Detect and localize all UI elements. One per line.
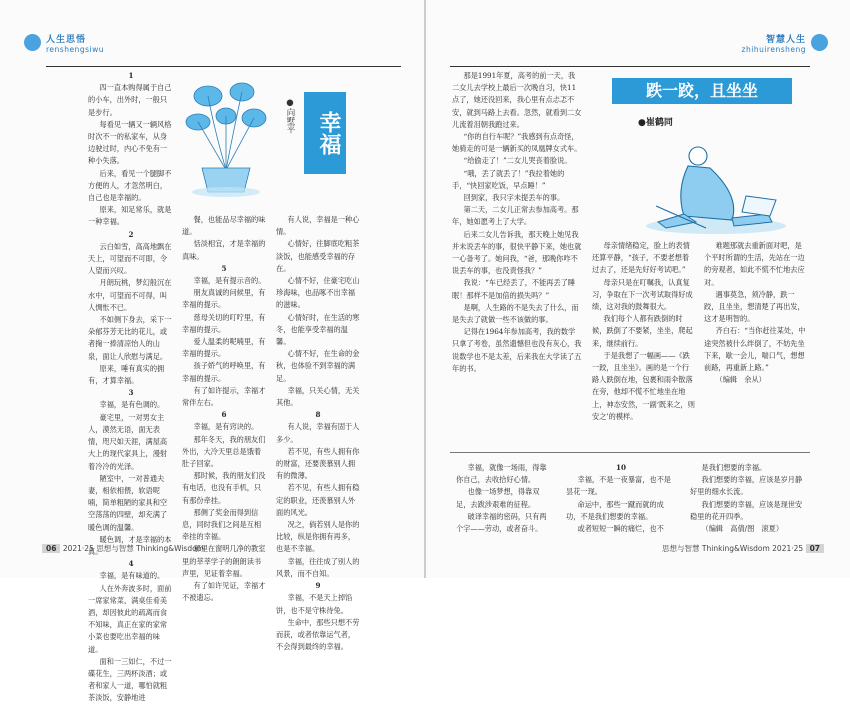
paragraph: “给偷走了！”二女儿哭丧着脸说。 xyxy=(463,156,572,166)
paragraph: 我们每个人都有跌倒的时候，跌倒了不要紧，坐坐，爬起来，继续前行。 xyxy=(592,314,693,348)
paragraph: 我们想要的幸福，应该是现世安稳里的花开四季。 xyxy=(690,499,803,521)
right-page-number: 07 xyxy=(806,544,824,553)
paragraph: 母亲只是在叮嘱我，认真复习，争取在下一次考试取得好成绩，这对我的鼓舞很大。 xyxy=(592,277,693,312)
continued-column-2 xyxy=(566,462,676,535)
section-number: 2 xyxy=(128,229,134,239)
paragraph: 幸福，不是一夜暴富，也不是昙花一现。 xyxy=(566,475,671,497)
paragraph: 不如侧下身去，采下一朵郁芬芳无比的花儿，或者掬一捧清凉怡人的山泉，面让人欣慰与满足。 xyxy=(88,315,172,361)
paragraph: 人在外奔波多时，面前一席家常菜，满桌佳肴美酒，却因彼此的疏离而食不知味，真正在家的家常小菜也要吃出幸福的味道。 xyxy=(88,583,172,654)
paragraph: 况之，倘若别人是你的比较，纵是你拥有再多，也是不幸福。 xyxy=(276,520,360,554)
paragraph: 幸福，是有色调的。 xyxy=(99,400,165,410)
paragraph: 那里在窗明几净的教室里的莘莘学子的朗朗读书声里，见证着幸福。 xyxy=(182,544,266,578)
paragraph: 命运中，那些一蹴而就的成功，不是我们想要的幸福。 xyxy=(566,499,664,521)
right-magazine-name: 思想与智慧 Thinking&Wisdom xyxy=(662,544,770,553)
paragraph: 孩子娇气的呼唤里，有幸福的提示。 xyxy=(182,361,266,383)
section-number: 8 xyxy=(315,410,321,420)
section-number: 3 xyxy=(128,388,134,398)
paragraph: 心情好时，在生活的寒冬，也能享受幸福的温馨。 xyxy=(276,312,360,347)
paragraph: 原来，唾有真实的拥有，才算幸福。 xyxy=(88,363,165,386)
paragraph: 有人说，幸福有固于人多少。 xyxy=(276,422,360,444)
paragraph: 我说：“车已经丢了，不能再丢了睡眠！那样不是加倍的损失吗？” xyxy=(452,278,576,300)
paragraph: 云白如雪，高高地飘在天上，可望而不可即，令人望而兴叹。 xyxy=(88,241,172,276)
right-footer xyxy=(662,543,824,557)
paragraph: 那年冬天，我的朋友们外出，大冷天里总是饿着肚子回家。 xyxy=(182,434,266,469)
paragraph: 难题那就去重新面对吧，是个平时所谓的生活，先站在一边的旁观者，如此不慌不忙地去应对。 xyxy=(704,241,805,287)
paragraph: 记得在1964年参加高考，我的数学只拿了考卷，虽然遗憾但也没有灰心，我说数学也不是太差，后来我在大学读了五年的书。 xyxy=(452,327,582,373)
paragraph: 心情好，往脚底吃粗茶淡饭，也能感受幸福的存在。 xyxy=(276,239,360,273)
paragraph: 有了如许提示，幸福才常伴左右。 xyxy=(182,385,266,408)
story-author: ●崔鹤同 xyxy=(638,118,673,128)
paragraph: 幸福，是有味道的。 xyxy=(99,571,165,581)
paragraph: 幸福，是有提示音的。 xyxy=(193,276,266,286)
paragraph: 幸福，只关心情，无关其他。 xyxy=(276,385,360,408)
paragraph: 第二天，二女儿正常去参加高考。那年，她如愿考上了大学。 xyxy=(452,205,579,227)
story-column-2 xyxy=(592,240,696,423)
paragraph: 暖色调，才是幸福的本真。 xyxy=(88,534,172,556)
paragraph: 幸福，就像一场雨，得靠你自己，去收拾好心情。 xyxy=(456,463,547,485)
paragraph: 月朗玩桃，梦幻般沉在水中，可望而不可得，叫人惆怅不已。 xyxy=(88,278,172,312)
paragraph: “哦，丢了就丢了！”我拉着她的手，“快回家吃饭，早点睡！” xyxy=(452,168,565,190)
paragraph: 四一直本购得属于自己的小车，出外时，一般只是步行。 xyxy=(88,83,172,117)
story-title: 跌一跤，且坐坐 xyxy=(612,78,792,104)
left-issue: 2021·25 xyxy=(62,544,94,553)
paragraph: 也像一场梦想，得靠双足，去跋涉艰难的征程。 xyxy=(456,487,540,509)
right-header-title: 智慧人生 xyxy=(765,35,806,45)
section-number: 6 xyxy=(221,410,227,420)
header-rule xyxy=(46,66,401,67)
paragraph: 餐，也能品尽幸福的味道。 xyxy=(182,215,266,237)
article-author: ●向墅平 xyxy=(285,98,295,134)
right-header-pinyin: zhihuirensheng xyxy=(741,45,806,54)
right-header xyxy=(742,32,806,54)
paragraph: 若不见，有些人拥有你的财富，还要羡慕别人拥有的微薄。 xyxy=(276,446,360,481)
right-issue: 2021·25 xyxy=(772,544,804,553)
paragraph: 朋友真诚的问候里，有幸福的提示。 xyxy=(182,288,266,310)
paragraph: 破译幸福的密码，只有两个字——劳动，或者奋斗。 xyxy=(456,511,547,534)
paragraph: 那侧了奖金而得到信息，同时我们之间是互相牵挂的幸福。 xyxy=(182,507,262,542)
paragraph: 有了如许见证，幸福才不被遗忘。 xyxy=(182,581,266,603)
potted-plant-illustration xyxy=(184,78,274,198)
section-logo-icon xyxy=(811,34,828,51)
section-number: 10 xyxy=(615,463,626,472)
right-page xyxy=(426,0,850,578)
left-header-title: 人生思悟 xyxy=(46,35,87,45)
left-page-number: 06 xyxy=(42,544,60,553)
section-number: 1 xyxy=(128,71,134,80)
paragraph: 爱人温柔的呢喃里，有幸福的提示。 xyxy=(182,337,266,359)
paragraph: 陋室中，一对普通夫妻，相依相偎，软语呢喃，简单粗陋的家具和空空荡荡的四壁，却充满了暖色调的温馨。 xyxy=(88,473,168,532)
paragraph: 有人说，幸福是一种心情。 xyxy=(276,215,360,237)
section-number: 5 xyxy=(221,263,227,273)
paragraph: 每看见一辆又一辆风格时次不一的私家车，从身边驶过时，内心不免有一种小失落。 xyxy=(88,119,172,166)
continued-column-3 xyxy=(690,462,808,535)
paragraph: 若不见，有些人拥有稳定的职业，还羡慕别人外面的风光。 xyxy=(276,483,360,517)
sitting-man-illustration xyxy=(636,136,786,236)
paragraph: 面和一三如仁，不过一碟花生，三两杯淡酒；或者和家人一道，哪怕就粗茶淡饭，安静地进 xyxy=(88,656,172,703)
paragraph: 我们想要的幸福，应该是岁月静好里的细水长流。 xyxy=(690,475,803,497)
header-rule xyxy=(450,66,810,67)
paragraph: 母亲情绪稳定，脸上的表情还算平静，“孩子，不要老想着过去了，还是先好好考试吧。” xyxy=(592,241,690,275)
left-magazine-name: 思想与智慧 Thinking&Wisdom xyxy=(96,544,204,553)
paragraph: 那是1991年夏，高考的前一天，我二女儿去学校上最后一次晚自习，快11点了，她还没回来，我心里有点忐忑不安，就到马路上去看。忽然，就看到二女儿流着泪朝我跑过来。 xyxy=(452,71,582,129)
paragraph: 原来，知足常乐，就是一种幸福。 xyxy=(88,205,172,227)
paragraph: 恬淡相宜，才是幸福的真味。 xyxy=(182,239,266,261)
left-header xyxy=(46,32,104,54)
story-column-3 xyxy=(704,240,808,386)
article-column-1 xyxy=(88,70,174,705)
paragraph: 豪宅里，一对男女主人，漠然无语，面无表情，咫尺如天涯，满屋高大上的现代家具上，漫射着冷冷的光泽。 xyxy=(88,412,168,471)
paragraph: 慈母关切的叮咛里，有幸福的提示。 xyxy=(182,312,266,334)
paragraph: 幸福，往往成了别人的风景，而不自知。 xyxy=(276,556,360,578)
left-page xyxy=(0,0,424,703)
article-title: 幸福 xyxy=(304,92,346,174)
paragraph: （编辑 高倩/图 滚夏） xyxy=(701,524,784,534)
paragraph: “你的自行车呢？”我感到有点奇怪，她骑走的可是一辆新买的凤凰牌女式车。 xyxy=(452,132,582,154)
paragraph: 遇事莫急，须冷静，跌一跤，且坐坐，想清楚了再出发，这才是明智的。 xyxy=(704,289,805,324)
section-number: 9 xyxy=(315,581,321,591)
section-logo-icon xyxy=(24,34,41,51)
paragraph: 回到家，我只字未提丢车的事。 xyxy=(463,193,565,203)
paragraph: 幸福，是有窍诀的。 xyxy=(193,422,259,432)
left-footer xyxy=(42,543,204,557)
paragraph: 或者短短一瞬的痛烂，也不 xyxy=(577,524,664,534)
paragraph: 后来，看见一个腿脚不方便的人，才忽然明白，自己也是幸福的。 xyxy=(88,168,172,203)
story-column-1 xyxy=(452,70,582,375)
paragraph: 后来二女儿告诉我，那天晚上她见我并未说丢车的事，很快平静下来，她也就一心备考了。她问我，“爸，那晚你咋不说丢车的事，也没责怪我？” xyxy=(452,229,582,276)
paragraph: 齐白石：“当你赶往某处，中途突然被什么绊倒了，不妨先坐下来，歇一会儿，喘口气，想想前路，再重新上路。” xyxy=(704,326,806,373)
paragraph: 是我们想要的幸福。 xyxy=(701,463,767,472)
article-column-3 xyxy=(276,214,360,653)
continued-column-1 xyxy=(456,462,552,535)
section-number: 4 xyxy=(128,559,134,569)
paragraph: 于是我想了一幅画——《跌一跤，且坐坐》。画的是一个行路人跌倒在地，包裹和雨伞散落在旁，他却不慌不忙地坐在地上，神态安然，一副‘既来之，则安之’的模样。 xyxy=(592,350,695,421)
paragraph: 心情不好，住豪宅吃山珍海味，也品啄不出幸福的滋味。 xyxy=(276,276,360,310)
paragraph: 生命中，那些只想不劳而获，或者依靠运气者，不会得到最终的幸福。 xyxy=(276,617,360,652)
section-divider xyxy=(450,452,810,453)
paragraph: 心情不好，在生命的金秋，也体验不到幸福的满足。 xyxy=(276,349,360,383)
paragraph: （编辑 余从） xyxy=(715,375,766,385)
paragraph: 幸福，不是天上掉馅饼，也不是守株待兔。 xyxy=(276,593,353,615)
paragraph: 是啊，人生路的不是失去了什么，而是失去了就做一些不该做的事。 xyxy=(452,302,579,325)
paragraph: 那时候，我的朋友们没有电话，也没有手机，只有那份牵挂。 xyxy=(182,471,266,505)
left-header-pinyin: renshengsiwu xyxy=(46,45,104,54)
